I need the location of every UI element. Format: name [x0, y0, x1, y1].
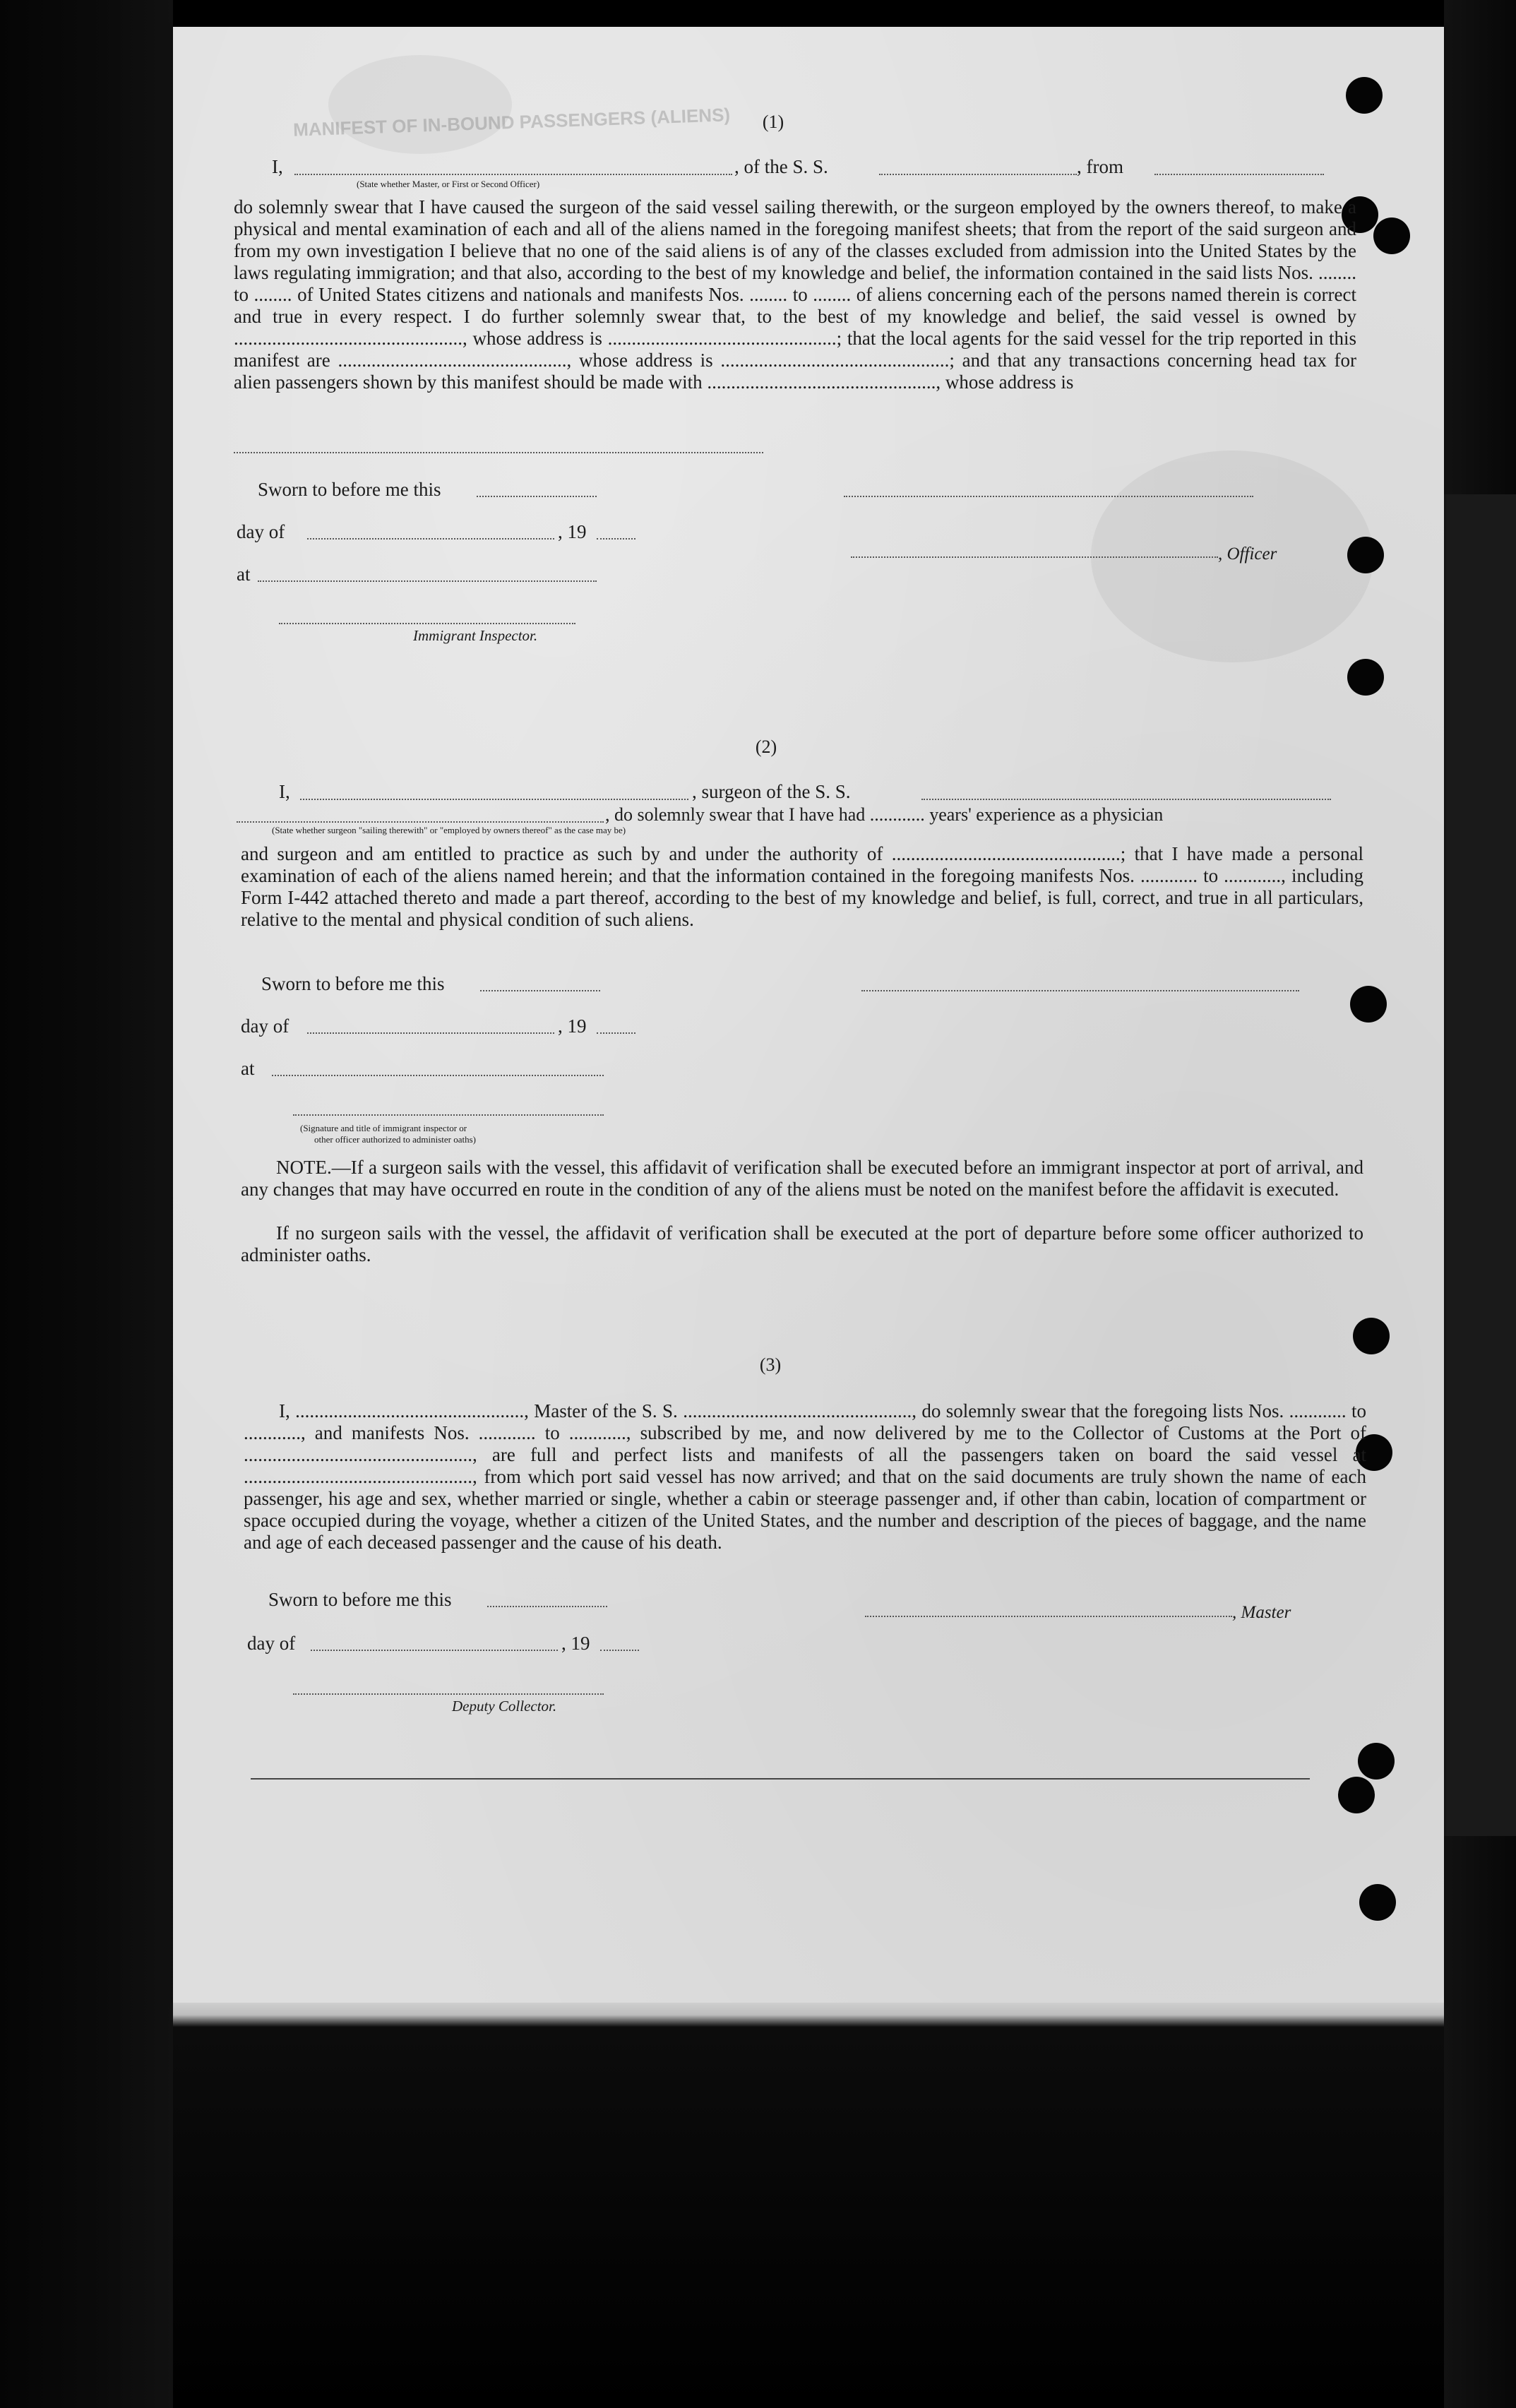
sec1-of-ss: , of the S. S.	[734, 156, 828, 177]
punch-hole	[1350, 986, 1387, 1023]
sec1-year-blank[interactable]	[597, 538, 635, 540]
surgeon-name-blank[interactable]	[300, 799, 688, 800]
sec2-note-2: If no surgeon sails with the vessel, the affidavit of verification shall be executed at the port of departure before some officer authorized to administer oaths.	[241, 1222, 1363, 1265]
sec1-officer-label: , Officer	[1218, 544, 1277, 564]
sec3-master-label: , Master	[1232, 1603, 1291, 1622]
sec2-sworn: Sworn to before me this	[261, 973, 445, 994]
sec2-vessel-blank[interactable]	[921, 799, 1331, 800]
sec1-month-blank[interactable]	[307, 538, 554, 540]
punch-hole	[1347, 659, 1384, 696]
punch-hole	[1347, 537, 1384, 573]
sec3-sworn: Sworn to before me this	[268, 1589, 452, 1610]
section-3-heading: (3)	[759, 1354, 782, 1375]
sec1-signature-blank[interactable]	[844, 496, 1253, 497]
sec2-at: at	[241, 1058, 255, 1079]
punch-hole	[1353, 1318, 1390, 1354]
sec1-day-of: day of	[237, 521, 285, 542]
officer-signature-blank[interactable]	[851, 556, 1218, 558]
sec2-caption: (State whether surgeon "sailing therewith" or "employed by owners thereof" as the case may be)	[272, 825, 626, 835]
bottom-rule	[251, 1778, 1310, 1780]
sec1-sworn: Sworn to before me this	[258, 479, 441, 500]
page-bottom-shadow	[173, 2003, 1444, 2408]
sec2-line2: , do solemnly swear that I have had ............ years' experience as a physician	[605, 804, 1164, 825]
section-2-heading: (2)	[755, 737, 777, 757]
sec2-inspector-signature-blank[interactable]	[293, 1114, 604, 1116]
sec2-day-of: day of	[241, 1015, 290, 1037]
from-port-blank[interactable]	[1154, 174, 1324, 175]
sec2-surgeon-of: , surgeon of the S. S.	[692, 781, 851, 802]
sec3-month-blank[interactable]	[311, 1650, 558, 1651]
sec2-note-1: NOTE.—If a surgeon sails with the vessel, this affidavit of verification shall be executed before an immigrant inspector at port of arrival, and any changes that may have occurred en route in the condition of any of the aliens must be noted on the manifest before the affidavit is executed.	[241, 1157, 1363, 1200]
surgeon-signature-blank[interactable]	[861, 990, 1299, 991]
sec3-year-blank[interactable]	[600, 1650, 639, 1651]
sec1-at: at	[237, 564, 251, 585]
sec1-inspector-label: Immigrant Inspector.	[413, 627, 538, 644]
punch-hole	[1359, 1884, 1396, 1921]
bleed-through-text: MANIFEST OF IN-BOUND PASSENGERS (ALIENS)	[292, 104, 731, 141]
sec1-paragraph: do solemnly swear that I have caused the surgeon of the said vessel sailing therewith, or the surgeon employed by the owners thereof, to make a physical and mental examination of each and all of the aliens named in the foregoing manifest sheets; that from the report of the said surgeon and from my own investigation I believe that no one of the said aliens is of any of the classes excluded from admission into the United States by the laws regulating immigration; and that also, according to the best of my knowledge and belief, the information contained in the said lists Nos. ........ to ........ of United States citizens and nationals and manifests Nos. ........ to ........ of aliens concerning each of the persons named therein is correct and true in every respect. I do further solemnly swear that, to the best of my knowledge and belief, the said vessel is owned by ................................................, whose address is ................................................; that the local agents for the said vessel for the trip reported in this manifest are ................................................, whose address is ................................................; and that any transactions concerning head tax for alien passengers shown by this manifest should be made with ................................................, whose address is	[234, 196, 1356, 393]
sec3-paragraph: I, ................................................, Master of the S. S. ................................................, do solemnly swear that the foregoing lists Nos. ............ to ............, and manifests Nos. ............ to ............, subscribed by me, and now delivered by me to the Collector of Customs at the Port of ................................................, are full and perfect lists and manifests of all the passengers taken on board the said vessel at ................................................, from which port said vessel has now arrived; and that on the said documents are truly shown the name of each passenger, his age and sex, whether married or single, whether a cabin or steerage passenger and, if other than cabin, location of compartment or space occupied during the voyage, whether a citizen of the United States, and the number and description of the pieces of baggage, and the name and age of each deceased passenger and the cause of his death.	[244, 1400, 1366, 1553]
punch-hole	[1346, 77, 1383, 114]
sec1-at-blank[interactable]	[258, 580, 597, 582]
sec1-caption: (State whether Master, or First or Second Officer)	[357, 179, 540, 189]
sec2-year-blank[interactable]	[597, 1032, 635, 1034]
sec2-paragraph: and surgeon and am entitled to practice as such by and under the authority of ................................................; that I have made a personal examination of each of the aliens named herein; and that the information contained in the foregoing manifests Nos. ............ to ............, including Form I-442 attached thereto and made a part thereof, according to the best of my knowledge and belief, is full, correct, and true in all particulars, relative to the mental and physical condition of such aliens.	[241, 843, 1363, 930]
sec2-month-blank[interactable]	[307, 1032, 554, 1034]
sec3-day-of: day of	[247, 1633, 296, 1654]
section-1-heading: (1)	[762, 112, 784, 132]
punch-hole	[1338, 1777, 1375, 1813]
punch-hole	[1358, 1743, 1395, 1780]
vessel-name-blank[interactable]	[879, 174, 1077, 175]
inspector-signature-blank[interactable]	[279, 623, 575, 624]
scan-border-left	[0, 0, 173, 2408]
sec3-sworn-day-blank[interactable]	[487, 1606, 607, 1607]
sec2-year: , 19	[558, 1015, 587, 1037]
sec3-year: , 19	[561, 1633, 590, 1654]
sec2-surgeon-type-blank[interactable]	[237, 821, 604, 823]
sec2-at-blank[interactable]	[272, 1075, 604, 1076]
sec1-line-i: I,	[272, 156, 283, 177]
ink-stain	[328, 55, 512, 154]
manifest-page	[173, 27, 1444, 2004]
sec1-sworn-day-blank[interactable]	[477, 496, 597, 497]
sec2-sig-caption-1: (Signature and title of immigrant inspector or	[300, 1123, 467, 1133]
sec1-year: , 19	[558, 521, 587, 542]
sec2-sworn-day-blank[interactable]	[480, 990, 600, 991]
sec1-from: , from	[1077, 156, 1123, 177]
sec3-collector-label: Deputy Collector.	[452, 1698, 557, 1715]
master-signature-blank[interactable]	[865, 1616, 1232, 1617]
scan-backing-panel	[1440, 494, 1516, 1836]
punch-hole	[1373, 217, 1410, 254]
master-name-blank[interactable]	[294, 174, 732, 175]
sec2-line-i: I,	[279, 781, 290, 802]
collector-signature-blank[interactable]	[293, 1693, 604, 1695]
sec2-sig-caption-2: other officer authorized to administer oaths)	[314, 1134, 476, 1145]
head-tax-address-blank[interactable]	[234, 452, 763, 453]
